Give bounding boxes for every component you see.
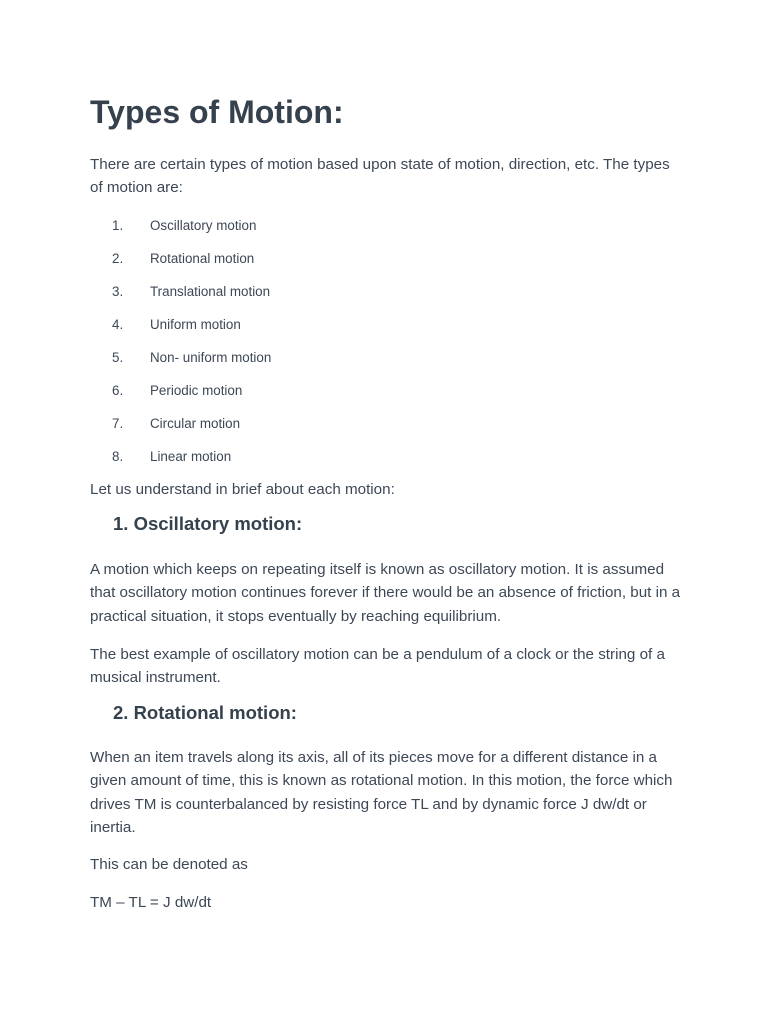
list-text: Circular motion <box>150 416 241 431</box>
rotational-formula: TM – TL = J dw/dt <box>90 894 212 911</box>
section-heading-rotational: 2. Rotational motion: <box>113 702 297 723</box>
page-title: Types of Motion: <box>90 94 344 130</box>
list-number: 7. <box>112 416 124 431</box>
list-number: 3. <box>112 284 124 299</box>
list-text: Linear motion <box>150 449 232 464</box>
list-text: Uniform motion <box>150 317 241 332</box>
list-text: Rotational motion <box>150 251 255 266</box>
list-text: Periodic motion <box>150 383 243 398</box>
list-number: 2. <box>112 251 124 266</box>
list-text: Non- uniform motion <box>150 350 272 365</box>
lead-paragraph: Let us understand in brief about each motion: <box>90 481 395 498</box>
list-number: 4. <box>112 317 124 332</box>
list-text: Oscillatory motion <box>150 218 257 233</box>
rotational-paragraph-2: This can be denoted as <box>90 856 248 873</box>
oscillatory-paragraph-1: A motion which keeps on repeating itself is known as oscillatory motion. It is assumed that oscillatory motion continues forever if there would be an absence of friction, but in a practical situation, it stops eventually by reaching equilibrium. <box>90 561 681 625</box>
oscillatory-paragraph-2: The best example of oscillatory motion can be a pendulum of a clock or the string of a musical instrument. <box>90 646 665 687</box>
list-number: 8. <box>112 449 124 464</box>
intro-paragraph: There are certain types of motion based upon state of motion, direction, etc. The types of motion are: <box>90 156 670 197</box>
list-number: 6. <box>112 383 124 398</box>
list-number: 5. <box>112 350 124 365</box>
section-heading-oscillatory: 1. Oscillatory motion: <box>113 513 303 534</box>
list-number: 1. <box>112 218 124 233</box>
rotational-paragraph-1: When an item travels along its axis, all of its pieces move for a different distance in a given amount of time, this is known as rotational motion. In this motion, the force which drives TM is counterbalanced by resisting force TL and by dynamic force J dw/dt or inertia. <box>90 749 673 837</box>
list-text: Translational motion <box>150 284 271 299</box>
